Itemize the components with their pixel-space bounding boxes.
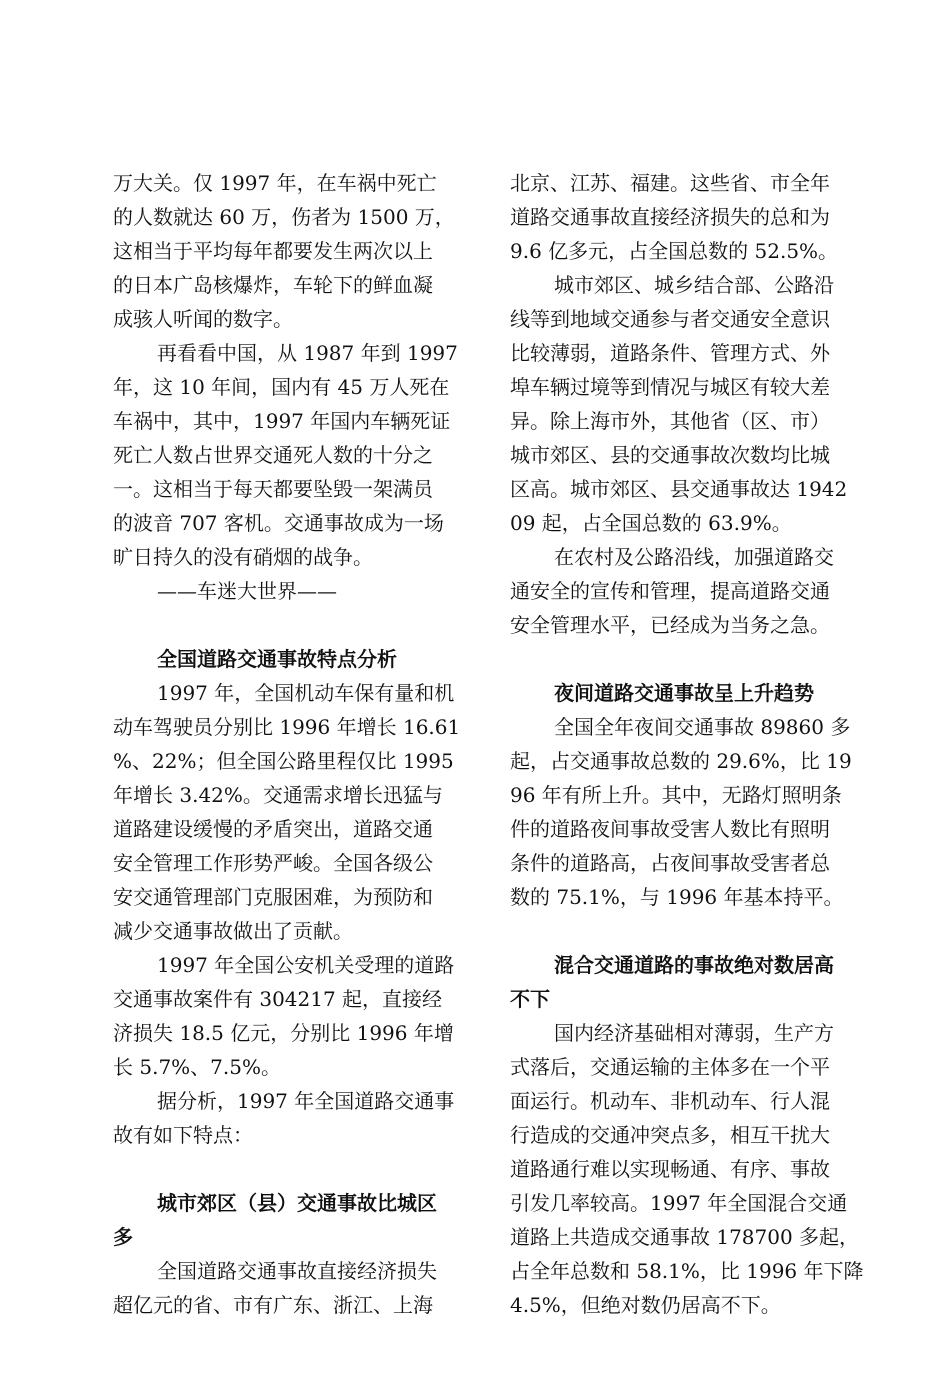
text-line: 4.5%，但绝对数仍居高不下。 [510,1293,781,1317]
text-line: 通安全的宣传和管理，提高道路交通 [510,579,830,603]
text-line: 线等到地域交通参与者交通安全意识 [510,307,830,331]
text-line: 1997 年全国公安机关受理的道路 [157,953,455,977]
text-line: 济损失 18.5 亿元，分别比 1996 年增 [113,1021,454,1045]
blank-line [113,608,471,642]
text-line: 起，占交通事故总数的 29.6%，比 19 [510,749,852,773]
text-line: 国内经济基础相对薄弱，生产方 [554,1021,834,1045]
text-line: 的波音 707 客机。交通事故成为一场 [113,511,444,535]
text-line: 1997 年，全国机动车保有量和机 [157,681,455,705]
section-heading-line: 城市郊区（县）交通事故比城区 [157,1191,437,1215]
text-line: 96 年有所上升。其中，无路灯照明条 [510,783,842,807]
text-line: 数的 75.1%，与 1996 年基本持平。 [510,885,844,909]
text-line: 长 5.7%、7.5%。 [113,1055,281,1079]
section-heading-line: 多 [113,1225,133,1249]
text-line: 安全管理水平，已经成为当务之急。 [510,613,830,637]
text-line: 城市郊区、城乡结合部、公路沿 [554,273,834,297]
text-line: 城市郊区、县的交通事故次数均比城 [510,443,830,467]
right-text-column [510,166,872,1322]
blank-line [510,642,872,676]
text-line: 的日本广岛核爆炸，车轮下的鲜血凝 [113,273,433,297]
text-line: 再看看中国，从 1987 年到 1997 [157,341,458,365]
text-line: 交通事故案件有 304217 起，直接经 [113,987,443,1011]
text-line: 9.6 亿多元，占全国总数的 52.5%。 [510,239,839,263]
text-line: 区高。城市郊区、县交通事故达 1942 [510,477,848,501]
blank-line [113,1152,471,1186]
text-line: 一。这相当于每天都要坠毁一架满员 [113,477,433,501]
text-line: 年，这 10 年间，国内有 45 万人死在 [113,375,450,399]
text-line: 安交通管理部门克服困难，为预防和 [113,885,433,909]
section-heading-line: 不下 [510,987,550,1011]
text-line: 旷日持久的没有硝烟的战争。 [113,545,373,569]
text-line: 件的道路夜间事故受害人数比有照明 [510,817,830,841]
text-line: 在农村及公路沿线，加强道路交 [554,545,834,569]
text-line: 09 起，占全国总数的 63.9%。 [510,511,792,535]
text-line: 异。除上海市外，其他省（区、市） [510,409,830,433]
left-text-column [113,166,471,1322]
blank-line [510,914,872,948]
text-line: 动车驾驶员分别比 1996 年增长 16.61 [113,715,461,739]
text-line: 这相当于平均每年都要发生两次以上 [113,239,433,263]
text-line: 比较薄弱，道路条件、管理方式、外 [510,341,830,365]
text-line: 条件的道路高，占夜间事故受害者总 [510,851,830,875]
text-line: 安全管理工作形势严峻。全国各级公 [113,851,433,875]
text-line: 年增长 3.42%。交通需求增长迅猛与 [113,783,443,807]
text-line: 减少交通事故做出了贡献。 [113,919,353,943]
section-heading-line: 全国道路交通事故特点分析 [157,647,397,671]
text-line: 据分析，1997 年全国道路交通事 [157,1089,455,1113]
text-line: 全国道路交通事故直接经济损失 [157,1259,437,1283]
text-line: 死亡人数占世界交通死人数的十分之 [113,443,433,467]
text-line: 行造成的交通冲突点多，相互干扰大 [510,1123,830,1147]
text-line: 占全年总数和 58.1%，比 1996 年下降 [510,1259,864,1283]
text-line: 道路交通事故直接经济损失的总和为 [510,205,830,229]
text-line: 式落后，交通运输的主体多在一个平 [510,1055,830,1079]
text-line: %、22%；但全国公路里程仅比 1995 [113,749,454,773]
text-line: 超亿元的省、市有广东、浙江、上海 [113,1293,433,1317]
text-line: 道路建设缓慢的矛盾突出，道路交通 [113,817,433,841]
section-heading-line: 夜间道路交通事故呈上升趋势 [554,681,814,705]
text-line: 道路通行难以实现畅通、有序、事故 [510,1157,830,1181]
text-line: 全国全年夜间交通事故 89860 多 [554,715,851,739]
text-line: 道路上共造成交通事故 178700 多起， [510,1225,860,1249]
text-line: ——车迷大世界—— [157,579,337,603]
text-line: 引发几率较高。1997 年全国混合交通 [510,1191,848,1215]
text-line: 北京、江苏、福建。这些省、市全年 [510,171,830,195]
text-line: 万大关。仅 1997 年，在车祸中死亡 [113,171,437,195]
text-line: 埠车辆过境等到情况与城区有较大差 [510,375,830,399]
text-line: 的人数就达 60 万，伤者为 1500 万， [113,205,455,229]
section-heading-line: 混合交通道路的事故绝对数居高 [554,953,834,977]
text-line: 车祸中，其中，1997 年国内车辆死证 [113,409,451,433]
text-line: 面运行。机动车、非机动车、行人混 [510,1089,830,1113]
text-line: 成骇人听闻的数字。 [113,307,293,331]
text-line: 故有如下特点： [113,1123,253,1147]
